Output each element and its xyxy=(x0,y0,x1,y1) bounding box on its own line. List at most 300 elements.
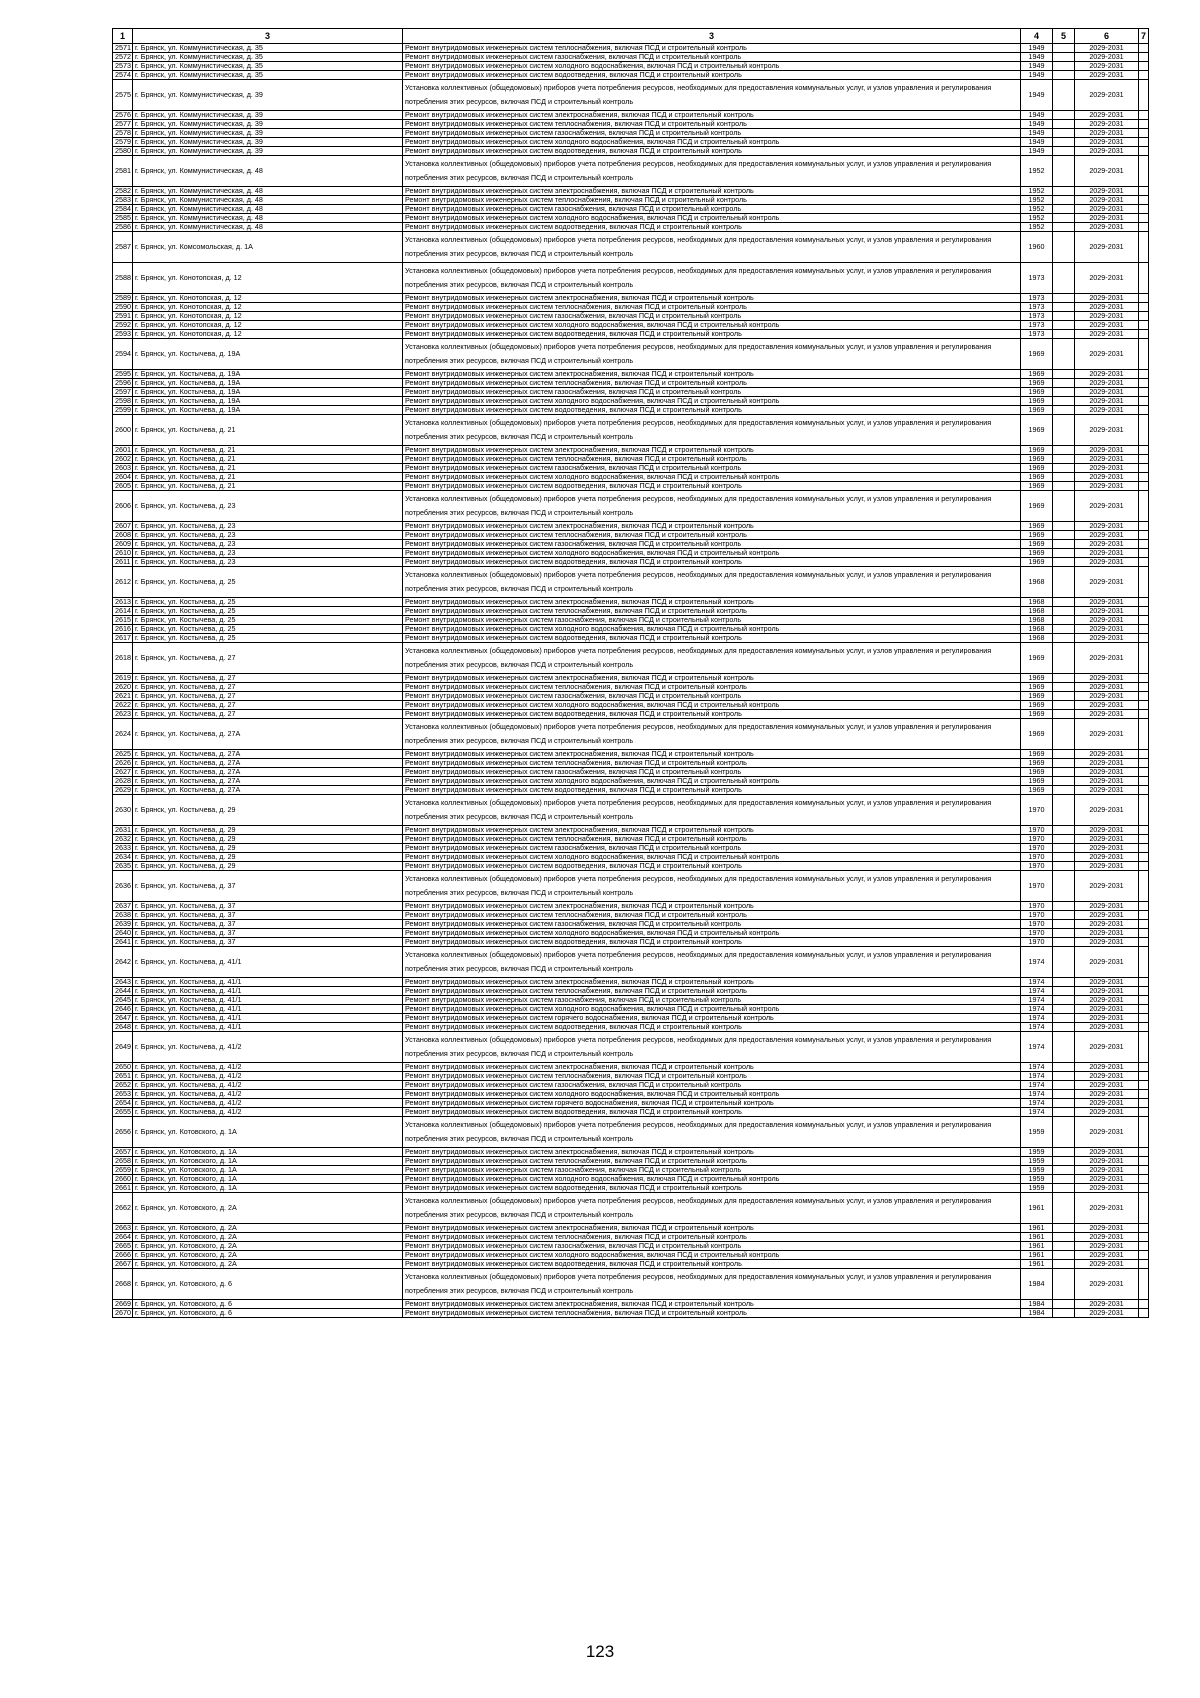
table-row xyxy=(113,996,1149,1005)
table-row xyxy=(113,1072,1149,1081)
empty-cell xyxy=(1139,750,1149,759)
empty-cell xyxy=(1053,567,1075,598)
row-number: 2600 xyxy=(113,415,133,446)
header-cell: 3 xyxy=(133,29,403,44)
empty-cell xyxy=(1053,1300,1075,1309)
empty-cell xyxy=(1053,987,1075,996)
empty-cell xyxy=(1139,1148,1149,1157)
address-cell: г. Брянск, ул. Костычева, д. 27А xyxy=(133,750,403,759)
row-number: 2652 xyxy=(113,1081,133,1090)
year-cell: 1969 xyxy=(1021,482,1053,491)
work-cell: Ремонт внутридомовых инженерных систем газоснабжения, включая ПСД и строительный контроль xyxy=(403,129,1021,138)
row-number: 2626 xyxy=(113,759,133,768)
empty-cell xyxy=(1139,446,1149,455)
year-cell: 1969 xyxy=(1021,522,1053,531)
table-row xyxy=(113,214,1149,223)
year-cell: 1969 xyxy=(1021,446,1053,455)
table-row xyxy=(113,710,1149,719)
address-cell: г. Брянск, ул. Котовского, д. 6 xyxy=(133,1309,403,1318)
year-cell: 1969 xyxy=(1021,339,1053,370)
row-number: 2610 xyxy=(113,549,133,558)
work-cell: Ремонт внутридомовых инженерных систем теплоснабжения, включая ПСД и строительный контроль xyxy=(403,1309,1021,1318)
year-cell: 1969 xyxy=(1021,531,1053,540)
row-number: 2595 xyxy=(113,370,133,379)
work-cell: Установка коллективных (общедомовых) приборов учета потребления ресурсов, необходимых для предоставления коммунальных услуг, и узлов управления и регулирования потребления этих ресурсов, включая ПСД и строительный контроль xyxy=(403,263,1021,294)
work-cell: Ремонт внутридомовых инженерных систем газоснабжения, включая ПСД и строительный контроль xyxy=(403,996,1021,1005)
year-cell: 1969 xyxy=(1021,540,1053,549)
empty-cell xyxy=(1139,232,1149,263)
work-cell: Установка коллективных (общедомовых) приборов учета потребления ресурсов, необходимых для предоставления коммунальных услуг, и узлов управления и регулирования потребления этих ресурсов, включая ПСД и строительный контроль xyxy=(403,1117,1021,1148)
table-row xyxy=(113,80,1149,111)
row-number: 2635 xyxy=(113,862,133,871)
year-cell: 1969 xyxy=(1021,491,1053,522)
year-cell: 1973 xyxy=(1021,321,1053,330)
row-number: 2650 xyxy=(113,1063,133,1072)
year-cell: 1969 xyxy=(1021,750,1053,759)
table-row xyxy=(113,522,1149,531)
work-cell: Ремонт внутридомовых инженерных систем теплоснабжения, включая ПСД и строительный контроль xyxy=(403,1157,1021,1166)
table-row xyxy=(113,598,1149,607)
period-cell: 2029-2031 xyxy=(1075,80,1139,111)
row-number: 2669 xyxy=(113,1300,133,1309)
address-cell: г. Брянск, ул. Костычева, д. 19А xyxy=(133,388,403,397)
year-cell: 1952 xyxy=(1021,196,1053,205)
empty-cell xyxy=(1139,415,1149,446)
table-row xyxy=(113,491,1149,522)
table-row xyxy=(113,1005,1149,1014)
address-cell: г. Брянск, ул. Конотопская, д. 12 xyxy=(133,303,403,312)
year-cell: 1959 xyxy=(1021,1148,1053,1157)
work-cell: Ремонт внутридомовых инженерных систем электроснабжения, включая ПСД и строительный контроль xyxy=(403,902,1021,911)
empty-cell xyxy=(1053,223,1075,232)
empty-cell xyxy=(1053,80,1075,111)
work-cell: Ремонт внутридомовых инженерных систем водоотведения, включая ПСД и строительный контроль xyxy=(403,786,1021,795)
period-cell: 2029-2031 xyxy=(1075,1072,1139,1081)
period-cell: 2029-2031 xyxy=(1075,312,1139,321)
work-cell: Ремонт внутридомовых инженерных систем горячего водоснабжения, включая ПСД и строительный контроль xyxy=(403,1099,1021,1108)
empty-cell xyxy=(1139,120,1149,129)
period-cell: 2029-2031 xyxy=(1075,777,1139,786)
address-cell: г. Брянск, ул. Костычева, д. 27А xyxy=(133,768,403,777)
header-cell: 7 xyxy=(1139,29,1149,44)
row-number: 2642 xyxy=(113,947,133,978)
work-cell: Ремонт внутридомовых инженерных систем водоотведения, включая ПСД и строительный контроль xyxy=(403,1023,1021,1032)
empty-cell xyxy=(1139,147,1149,156)
empty-cell xyxy=(1139,531,1149,540)
empty-cell xyxy=(1139,473,1149,482)
year-cell: 1969 xyxy=(1021,388,1053,397)
empty-cell xyxy=(1053,598,1075,607)
address-cell: г. Брянск, ул. Костычева, д. 27 xyxy=(133,710,403,719)
work-cell: Ремонт внутридомовых инженерных систем электроснабжения, включая ПСД и строительный контроль xyxy=(403,1300,1021,1309)
work-cell: Ремонт внутридомовых инженерных систем теплоснабжения, включая ПСД и строительный контроль xyxy=(403,44,1021,53)
address-cell: г. Брянск, ул. Костычева, д. 21 xyxy=(133,482,403,491)
table-row xyxy=(113,138,1149,147)
address-cell: г. Брянск, ул. Костычева, д. 37 xyxy=(133,871,403,902)
work-cell: Ремонт внутридомовых инженерных систем холодного водоснабжения, включая ПСД и строительный контроль xyxy=(403,929,1021,938)
address-cell: г. Брянск, ул. Костычева, д. 41/1 xyxy=(133,1014,403,1023)
work-cell: Ремонт внутридомовых инженерных систем холодного водоснабжения, включая ПСД и строительный контроль xyxy=(403,138,1021,147)
empty-cell xyxy=(1139,567,1149,598)
empty-cell xyxy=(1053,777,1075,786)
row-number: 2633 xyxy=(113,844,133,853)
row-number: 2601 xyxy=(113,446,133,455)
year-cell: 1974 xyxy=(1021,1063,1053,1072)
empty-cell xyxy=(1053,1175,1075,1184)
work-cell: Ремонт внутридомовых инженерных систем водоотведения, включая ПСД и строительный контроль xyxy=(403,1184,1021,1193)
year-cell: 1952 xyxy=(1021,223,1053,232)
row-number: 2666 xyxy=(113,1251,133,1260)
work-cell: Установка коллективных (общедомовых) приборов учета потребления ресурсов, необходимых для предоставления коммунальных услуг, и узлов управления и регулирования потребления этих ресурсов, включая ПСД и строительный контроль xyxy=(403,947,1021,978)
work-cell: Ремонт внутридомовых инженерных систем холодного водоснабжения, включая ПСД и строительный контроль xyxy=(403,214,1021,223)
work-cell: Ремонт внутридомовых инженерных систем теплоснабжения, включая ПСД и строительный контроль xyxy=(403,196,1021,205)
empty-cell xyxy=(1139,1175,1149,1184)
empty-cell xyxy=(1139,214,1149,223)
row-number: 2634 xyxy=(113,853,133,862)
address-cell: г. Брянск, ул. Коммунистическая, д. 35 xyxy=(133,53,403,62)
period-cell: 2029-2031 xyxy=(1075,567,1139,598)
period-cell: 2029-2031 xyxy=(1075,625,1139,634)
empty-cell xyxy=(1139,111,1149,120)
address-cell: г. Брянск, ул. Костычева, д. 41/1 xyxy=(133,1005,403,1014)
work-cell: Ремонт внутридомовых инженерных систем холодного водоснабжения, включая ПСД и строительный контроль xyxy=(403,1090,1021,1099)
address-cell: г. Брянск, ул. Котовского, д. 1А xyxy=(133,1157,403,1166)
empty-cell xyxy=(1139,1063,1149,1072)
empty-cell xyxy=(1139,768,1149,777)
period-cell: 2029-2031 xyxy=(1075,598,1139,607)
address-cell: г. Брянск, ул. Котовского, д. 1А xyxy=(133,1175,403,1184)
period-cell: 2029-2031 xyxy=(1075,223,1139,232)
period-cell: 2029-2031 xyxy=(1075,795,1139,826)
year-cell: 1949 xyxy=(1021,53,1053,62)
year-cell: 1974 xyxy=(1021,1072,1053,1081)
empty-cell xyxy=(1053,531,1075,540)
period-cell: 2029-2031 xyxy=(1075,786,1139,795)
empty-cell xyxy=(1139,987,1149,996)
period-cell: 2029-2031 xyxy=(1075,683,1139,692)
empty-cell xyxy=(1053,522,1075,531)
empty-cell xyxy=(1053,1166,1075,1175)
empty-cell xyxy=(1139,71,1149,80)
empty-cell xyxy=(1053,303,1075,312)
row-number: 2658 xyxy=(113,1157,133,1166)
period-cell: 2029-2031 xyxy=(1075,71,1139,80)
empty-cell xyxy=(1053,1148,1075,1157)
row-number: 2574 xyxy=(113,71,133,80)
empty-cell xyxy=(1139,491,1149,522)
empty-cell xyxy=(1139,701,1149,710)
row-number: 2632 xyxy=(113,835,133,844)
empty-cell xyxy=(1139,826,1149,835)
table-row xyxy=(113,862,1149,871)
period-cell: 2029-2031 xyxy=(1075,446,1139,455)
empty-cell xyxy=(1139,978,1149,987)
table-row xyxy=(113,223,1149,232)
empty-cell xyxy=(1053,835,1075,844)
row-number: 2638 xyxy=(113,911,133,920)
row-number: 2586 xyxy=(113,223,133,232)
row-number: 2604 xyxy=(113,473,133,482)
year-cell: 1959 xyxy=(1021,1166,1053,1175)
empty-cell xyxy=(1053,1081,1075,1090)
row-number: 2636 xyxy=(113,871,133,902)
period-cell: 2029-2031 xyxy=(1075,111,1139,120)
period-cell: 2029-2031 xyxy=(1075,1242,1139,1251)
table-row xyxy=(113,111,1149,120)
year-cell: 1969 xyxy=(1021,768,1053,777)
year-cell: 1961 xyxy=(1021,1193,1053,1224)
address-cell: г. Брянск, ул. Костычева, д. 27А xyxy=(133,719,403,750)
year-cell: 1970 xyxy=(1021,938,1053,947)
row-number: 2639 xyxy=(113,920,133,929)
empty-cell xyxy=(1139,938,1149,947)
period-cell: 2029-2031 xyxy=(1075,701,1139,710)
address-cell: г. Брянск, ул. Костычева, д. 29 xyxy=(133,844,403,853)
empty-cell xyxy=(1139,683,1149,692)
period-cell: 2029-2031 xyxy=(1075,397,1139,406)
empty-cell xyxy=(1139,1233,1149,1242)
address-cell: г. Брянск, ул. Костычева, д. 23 xyxy=(133,522,403,531)
empty-cell xyxy=(1053,844,1075,853)
work-cell: Ремонт внутридомовых инженерных систем водоотведения, включая ПСД и строительный контроль xyxy=(403,862,1021,871)
year-cell: 1973 xyxy=(1021,303,1053,312)
work-cell: Ремонт внутридомовых инженерных систем теплоснабжения, включая ПСД и строительный контроль xyxy=(403,607,1021,616)
empty-cell xyxy=(1139,1023,1149,1032)
year-cell: 1960 xyxy=(1021,232,1053,263)
empty-cell xyxy=(1053,473,1075,482)
register-sheet xyxy=(112,28,1148,1318)
year-cell: 1974 xyxy=(1021,947,1053,978)
address-cell: г. Брянск, ул. Коммунистическая, д. 39 xyxy=(133,80,403,111)
period-cell: 2029-2031 xyxy=(1075,205,1139,214)
address-cell: г. Брянск, ул. Костычева, д. 19А xyxy=(133,406,403,415)
year-cell: 1969 xyxy=(1021,777,1053,786)
address-cell: г. Брянск, ул. Котовского, д. 2А xyxy=(133,1193,403,1224)
empty-cell xyxy=(1053,1193,1075,1224)
empty-cell xyxy=(1053,750,1075,759)
empty-cell xyxy=(1053,44,1075,53)
work-cell: Ремонт внутридомовых инженерных систем газоснабжения, включая ПСД и строительный контроль xyxy=(403,616,1021,625)
empty-cell xyxy=(1053,1090,1075,1099)
period-cell: 2029-2031 xyxy=(1075,978,1139,987)
work-cell: Ремонт внутридомовых инженерных систем газоснабжения, включая ПСД и строительный контроль xyxy=(403,1166,1021,1175)
row-number: 2576 xyxy=(113,111,133,120)
row-number: 2581 xyxy=(113,156,133,187)
work-cell: Ремонт внутридомовых инженерных систем газоснабжения, включая ПСД и строительный контроль xyxy=(403,312,1021,321)
year-cell: 1969 xyxy=(1021,759,1053,768)
empty-cell xyxy=(1139,156,1149,187)
row-number: 2611 xyxy=(113,558,133,567)
year-cell: 1961 xyxy=(1021,1242,1053,1251)
work-cell: Ремонт внутридомовых инженерных систем холодного водоснабжения, включая ПСД и строительный контроль xyxy=(403,625,1021,634)
year-cell: 1970 xyxy=(1021,911,1053,920)
year-cell: 1949 xyxy=(1021,111,1053,120)
address-cell: г. Брянск, ул. Котовского, д. 2А xyxy=(133,1251,403,1260)
address-cell: г. Брянск, ул. Костычева, д. 23 xyxy=(133,558,403,567)
table-row xyxy=(113,1242,1149,1251)
work-cell: Ремонт внутридомовых инженерных систем теплоснабжения, включая ПСД и строительный контроль xyxy=(403,911,1021,920)
empty-cell xyxy=(1053,1014,1075,1023)
empty-cell xyxy=(1053,607,1075,616)
period-cell: 2029-2031 xyxy=(1075,455,1139,464)
address-cell: г. Брянск, ул. Костычева, д. 27А xyxy=(133,759,403,768)
year-cell: 1969 xyxy=(1021,710,1053,719)
empty-cell xyxy=(1139,607,1149,616)
work-cell: Ремонт внутридомовых инженерных систем горячего водоснабжения, включая ПСД и строительный контроль xyxy=(403,1014,1021,1023)
empty-cell xyxy=(1053,549,1075,558)
empty-cell xyxy=(1053,1032,1075,1063)
year-cell: 1970 xyxy=(1021,929,1053,938)
work-cell: Установка коллективных (общедомовых) приборов учета потребления ресурсов, необходимых для предоставления коммунальных услуг, и узлов управления и регулирования потребления этих ресурсов, включая ПСД и строительный контроль xyxy=(403,156,1021,187)
table-row xyxy=(113,1309,1149,1318)
table-row xyxy=(113,871,1149,902)
table-row xyxy=(113,719,1149,750)
row-number: 2648 xyxy=(113,1023,133,1032)
work-cell: Ремонт внутридомовых инженерных систем газоснабжения, включая ПСД и строительный контроль xyxy=(403,844,1021,853)
period-cell: 2029-2031 xyxy=(1075,750,1139,759)
table-row xyxy=(113,321,1149,330)
period-cell: 2029-2031 xyxy=(1075,415,1139,446)
row-number: 2661 xyxy=(113,1184,133,1193)
table-row xyxy=(113,978,1149,987)
row-number: 2608 xyxy=(113,531,133,540)
period-cell: 2029-2031 xyxy=(1075,1063,1139,1072)
table-row xyxy=(113,607,1149,616)
table-row xyxy=(113,464,1149,473)
empty-cell xyxy=(1053,196,1075,205)
table-row xyxy=(113,929,1149,938)
table-row xyxy=(113,44,1149,53)
address-cell: г. Брянск, ул. Костычева, д. 19А xyxy=(133,370,403,379)
address-cell: г. Брянск, ул. Костычева, д. 37 xyxy=(133,920,403,929)
table-row xyxy=(113,1099,1149,1108)
work-cell: Ремонт внутридомовых инженерных систем газоснабжения, включая ПСД и строительный контроль xyxy=(403,53,1021,62)
address-cell: г. Брянск, ул. Коммунистическая, д. 48 xyxy=(133,187,403,196)
period-cell: 2029-2031 xyxy=(1075,1309,1139,1318)
work-cell: Ремонт внутридомовых инженерных систем электроснабжения, включая ПСД и строительный контроль xyxy=(403,750,1021,759)
year-cell: 1961 xyxy=(1021,1233,1053,1242)
table-row xyxy=(113,303,1149,312)
year-cell: 1973 xyxy=(1021,294,1053,303)
address-cell: г. Брянск, ул. Котовского, д. 2А xyxy=(133,1224,403,1233)
empty-cell xyxy=(1139,1309,1149,1318)
period-cell: 2029-2031 xyxy=(1075,540,1139,549)
year-cell: 1968 xyxy=(1021,625,1053,634)
year-cell: 1969 xyxy=(1021,415,1053,446)
work-cell: Установка коллективных (общедомовых) приборов учета потребления ресурсов, необходимых для предоставления коммунальных услуг, и узлов управления и регулирования потребления этих ресурсов, включая ПСД и строительный контроль xyxy=(403,719,1021,750)
work-cell: Ремонт внутридомовых инженерных систем водоотведения, включая ПСД и строительный контроль xyxy=(403,223,1021,232)
work-cell: Ремонт внутридомовых инженерных систем теплоснабжения, включая ПСД и строительный контроль xyxy=(403,379,1021,388)
year-cell: 1949 xyxy=(1021,62,1053,71)
row-number: 2602 xyxy=(113,455,133,464)
table-row xyxy=(113,62,1149,71)
table-row xyxy=(113,1023,1149,1032)
period-cell: 2029-2031 xyxy=(1075,473,1139,482)
row-number: 2651 xyxy=(113,1072,133,1081)
year-cell: 1969 xyxy=(1021,473,1053,482)
work-cell: Ремонт внутридомовых инженерных систем электроснабжения, включая ПСД и строительный контроль xyxy=(403,1148,1021,1157)
empty-cell xyxy=(1139,80,1149,111)
year-cell: 1961 xyxy=(1021,1260,1053,1269)
address-cell: г. Брянск, ул. Костычева, д. 25 xyxy=(133,625,403,634)
table-row xyxy=(113,826,1149,835)
empty-cell xyxy=(1139,902,1149,911)
period-cell: 2029-2031 xyxy=(1075,1300,1139,1309)
period-cell: 2029-2031 xyxy=(1075,634,1139,643)
table-row xyxy=(113,531,1149,540)
year-cell: 1969 xyxy=(1021,786,1053,795)
work-cell: Ремонт внутридомовых инженерных систем холодного водоснабжения, включая ПСД и строительный контроль xyxy=(403,397,1021,406)
empty-cell xyxy=(1053,826,1075,835)
empty-cell xyxy=(1139,540,1149,549)
work-cell: Установка коллективных (общедомовых) приборов учета потребления ресурсов, необходимых для предоставления коммунальных услуг, и узлов управления и регулирования потребления этих ресурсов, включая ПСД и строительный контроль xyxy=(403,1032,1021,1063)
empty-cell xyxy=(1139,1117,1149,1148)
row-number: 2659 xyxy=(113,1166,133,1175)
empty-cell xyxy=(1139,844,1149,853)
empty-cell xyxy=(1053,1269,1075,1300)
table-row xyxy=(113,388,1149,397)
work-cell: Ремонт внутридомовых инженерных систем холодного водоснабжения, включая ПСД и строительный контроль xyxy=(403,701,1021,710)
table-row xyxy=(113,330,1149,339)
work-cell: Ремонт внутридомовых инженерных систем холодного водоснабжения, включая ПСД и строительный контроль xyxy=(403,1005,1021,1014)
empty-cell xyxy=(1139,44,1149,53)
address-cell: г. Брянск, ул. Костычева, д. 37 xyxy=(133,902,403,911)
table-row xyxy=(113,370,1149,379)
empty-cell xyxy=(1139,1224,1149,1233)
empty-cell xyxy=(1139,911,1149,920)
work-cell: Ремонт внутридомовых инженерных систем электроснабжения, включая ПСД и строительный контроль xyxy=(403,1224,1021,1233)
address-cell: г. Брянск, ул. Костычева, д. 41/2 xyxy=(133,1090,403,1099)
empty-cell xyxy=(1053,947,1075,978)
address-cell: г. Брянск, ул. Костычева, д. 25 xyxy=(133,598,403,607)
row-number: 2580 xyxy=(113,147,133,156)
empty-cell xyxy=(1139,616,1149,625)
empty-cell xyxy=(1053,616,1075,625)
address-cell: г. Брянск, ул. Костычева, д. 41/2 xyxy=(133,1108,403,1117)
work-cell: Ремонт внутридомовых инженерных систем электроснабжения, включая ПСД и строительный контроль xyxy=(403,294,1021,303)
year-cell: 1949 xyxy=(1021,44,1053,53)
empty-cell xyxy=(1053,263,1075,294)
row-number: 2594 xyxy=(113,339,133,370)
address-cell: г. Брянск, ул. Коммунистическая, д. 35 xyxy=(133,62,403,71)
row-number: 2625 xyxy=(113,750,133,759)
table-row xyxy=(113,263,1149,294)
empty-cell xyxy=(1139,1072,1149,1081)
work-cell: Ремонт внутридомовых инженерных систем водоотведения, включая ПСД и строительный контроль xyxy=(403,71,1021,80)
year-cell: 1970 xyxy=(1021,902,1053,911)
address-cell: г. Брянск, ул. Котовского, д. 1А xyxy=(133,1166,403,1175)
empty-cell xyxy=(1053,1309,1075,1318)
empty-cell xyxy=(1053,692,1075,701)
period-cell: 2029-2031 xyxy=(1075,911,1139,920)
period-cell: 2029-2031 xyxy=(1075,303,1139,312)
table-row xyxy=(113,312,1149,321)
address-cell: г. Брянск, ул. Костычева, д. 21 xyxy=(133,464,403,473)
row-number: 2629 xyxy=(113,786,133,795)
empty-cell xyxy=(1053,214,1075,223)
work-cell: Ремонт внутридомовых инженерных систем водоотведения, включая ПСД и строительный контроль xyxy=(403,710,1021,719)
row-number: 2571 xyxy=(113,44,133,53)
table-row xyxy=(113,1081,1149,1090)
work-cell: Ремонт внутридомовых инженерных систем газоснабжения, включая ПСД и строительный контроль xyxy=(403,1081,1021,1090)
empty-cell xyxy=(1053,1251,1075,1260)
row-number: 2627 xyxy=(113,768,133,777)
row-number: 2609 xyxy=(113,540,133,549)
row-number: 2668 xyxy=(113,1269,133,1300)
row-number: 2620 xyxy=(113,683,133,692)
period-cell: 2029-2031 xyxy=(1075,321,1139,330)
address-cell: г. Брянск, ул. Конотопская, д. 12 xyxy=(133,312,403,321)
